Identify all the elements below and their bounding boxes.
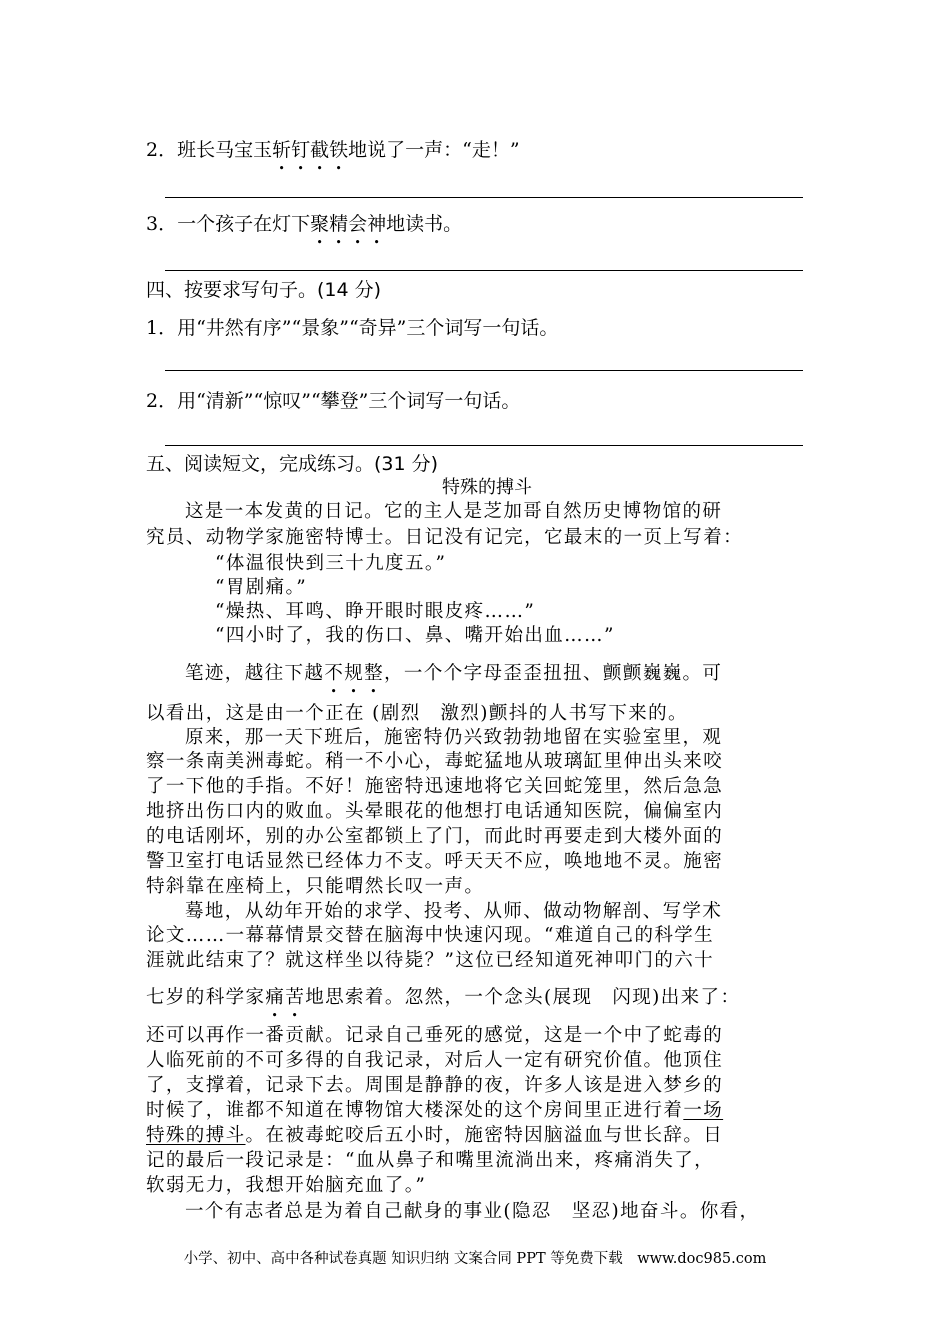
passage-line [146, 1121, 723, 1147]
dotted-char: 不 [324, 663, 345, 684]
passage-text: 。在被毒蛇咬后五小时，施密特因脑溢血与世长辞。日 [245, 1125, 724, 1146]
passage-line: 了，支撑着，记录下去。周围是静静的夜，许多人该是进入梦乡的 [146, 1075, 724, 1096]
question-number: 3． [146, 213, 178, 235]
answer-line[interactable] [165, 370, 803, 371]
page-footer: 小学、初中、高中各种试卷真题 知识归纳 文案合同 PPT 等免费下载 www.doc985.com [183, 1251, 767, 1267]
dotted-char: 会 [348, 213, 368, 235]
underlined-phrase: 一场 [683, 1100, 724, 1121]
passage-line: 记的最后一段记录是：“血从鼻子和嘴里流淌出来，疼痛消失了， [146, 1150, 715, 1171]
passage-line: 警卫室打电话显然已经体力不支。呼天天不应，唤地地不灵。施密 [146, 851, 724, 872]
passage-text: 笔迹，越往下越 [185, 663, 325, 684]
passage-text: 时候了，谁都不知道在博物馆大楼深处的这个房间里正进行着 [146, 1100, 684, 1121]
underlined-phrase: 特殊的搏斗 [146, 1125, 246, 1146]
passage-line: 了一下他的手指。不好！施密特迅速地将它关回蛇笼里，然后急急 [146, 776, 724, 797]
passage-text: ，一个个字母歪歪扭扭、颤颤巍巍。可 [384, 663, 723, 684]
dotted-char: 神 [367, 213, 387, 235]
passage-line: 一个有志者总是为着自己献身的事业(隐忍 坚忍)地奋斗。你看， [185, 1201, 760, 1222]
passage-line: 究员、动物学家施密特博士。日记没有记完，它最末的一页上写着： [146, 527, 744, 548]
section-4-item-1: 1．用“井然有序”“景象”“奇异”三个词写一句话。 [146, 317, 559, 339]
question-number: 2． [146, 139, 178, 161]
passage-quote: “体温很快到三十九度五。” [215, 553, 447, 574]
passage-line: 这是一本发黄的日记。它的主人是芝加哥自然历史博物馆的研 [185, 501, 723, 522]
passage-line: 以看出，这是由一个正在 (剧烈 激烈)颤抖的人书写下来的。 [146, 703, 688, 724]
dotted-char: 痛 [265, 987, 286, 1008]
passage-line [146, 1096, 723, 1122]
question-3 [146, 209, 462, 236]
passage-line: 软弱无力，我想开始脑充血了。” [146, 1175, 427, 1196]
dotted-char: 钉 [291, 139, 311, 161]
section-5-heading: 五、阅读短文，完成练习。(31 分) [146, 453, 439, 475]
dotted-char: 苦 [285, 987, 306, 1008]
answer-line[interactable] [165, 445, 803, 446]
passage-line: 察一条南美洲毒蛇。稍一不小心，毒蛇猛地从玻璃缸里伸出头来咬 [146, 751, 724, 772]
question-text: 地读书。 [386, 213, 463, 235]
passage-line: 蓦地，从幼年开始的求学、投考、从师、做动物解剖、写学术 [185, 901, 723, 922]
dotted-char: 整 [364, 663, 385, 684]
passage-quote: “燥热、耳鸣、睁开眼时眼皮疼……” [215, 601, 536, 622]
question-2 [146, 135, 520, 162]
answer-line[interactable] [165, 270, 803, 271]
dotted-char: 精 [329, 213, 349, 235]
passage-line: 论文……一幕幕情景交替在脑海中快速闪现。“难道自己的科学生 [146, 925, 715, 946]
dotted-char: 规 [344, 663, 365, 684]
passage-line [146, 983, 740, 1009]
passage-line: 原来，那一天下班后，施密特仍兴致勃勃地留在实验室里，观 [185, 727, 723, 748]
passage-line: 人临死前的不可多得的自我记录，对后人一定有研究价值。他顶住 [146, 1050, 724, 1071]
dotted-char: 聚 [310, 213, 330, 235]
passage-line: 的电话刚坏，别的办公室都锁上了门，而此时再要走到大楼外面的 [146, 826, 724, 847]
passage-quote: “胃剧痛。” [215, 577, 308, 598]
dotted-char: 截 [310, 139, 330, 161]
passage-line: 还可以再作一番贡献。记录自己垂死的感觉，这是一个中了蛇毒的 [146, 1025, 724, 1046]
passage-title: 特殊的搏斗 [442, 477, 532, 498]
passage-quote: “四小时了，我的伤口、鼻、嘴开始出血……” [215, 625, 615, 646]
passage-text: 七岁的科学家 [146, 987, 266, 1008]
passage-text: 地思索着。忽然，一个念头(展现 闪现)出来了： [305, 987, 741, 1008]
question-text: 班长马宝玉 [177, 139, 273, 161]
dotted-char: 斩 [272, 139, 292, 161]
answer-line[interactable] [165, 197, 803, 198]
passage-line: 地挤出伤口内的败血。头晕眼花的他想打电话通知医院，偏偏室内 [146, 801, 724, 822]
dotted-char: 铁 [329, 139, 349, 161]
passage-line: 涯就此结束了？就这样坐以待毙？”这位已经知道死神叩门的六十 [146, 950, 715, 971]
passage-line [185, 659, 722, 685]
question-text: 地说了一声：“走！” [348, 139, 520, 161]
passage-line: 特斜靠在座椅上，只能喟然长叹一声。 [146, 876, 485, 897]
question-text: 一个孩子在灯下 [177, 213, 311, 235]
section-4-heading: 四、按要求写句子。(14 分) [146, 279, 382, 301]
section-4-item-2: 2．用“清新”“惊叹”“攀登”三个词写一句话。 [146, 390, 521, 412]
